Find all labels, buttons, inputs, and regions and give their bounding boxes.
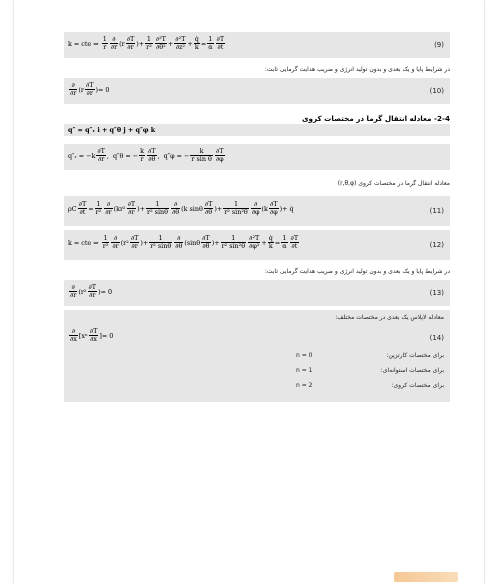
case-cartesian-label: برای مختصات کارتزین: <box>386 352 444 359</box>
equation-box-9 <box>64 32 450 58</box>
case-n-value: n = 1 <box>296 367 313 374</box>
steady-condition-text-2: در شرایط پایا و یک بعدی و بدون تولید انرژی و ضریب هدایت گرمایی ثابت: <box>264 268 450 275</box>
equation-box-14 <box>64 310 450 402</box>
flux-vector-box <box>64 124 450 136</box>
heat-flux-vector: q″ = q″ᵣ i + q″θ j + q″φ k <box>68 126 156 134</box>
spherical-laplace-1d: $\frac{\partial}{\partial r}$ (r² $\frac{\partial T}{\partial r}$ ) = 0 <box>70 283 113 299</box>
flux-components-box <box>64 144 450 170</box>
equation-number: (11) <box>429 207 444 215</box>
spherical-heat-equation: ρC $\frac{\partial T}{\partial t}$ = $\frac{1}{\text{r²}}$ $\frac{\partial}{\partial r}$ (kr² $\frac{\partial T}{\partial r}$ )+ $\frac{1}{\text{r² sinθ}}$ $\frac{\partial}{\partial\theta}$ (k sinθ $\frac{\partial T}{\partial\theta}$ )+ $\frac{1}{\text{r² sin²θ}}$ $\frac{\partial}{\partial\varphi}$ (k $\frac{\partial T}{\partial\varphi}$ ) + q̇ <box>68 200 294 216</box>
spherical-flux-components: q″ᵣ = −k $\frac{\partial T}{\partial r}$ , q″θ = − $\frac{k}{r}$ $\frac{\partial T}{\partial\theta}$ , q″φ = − $\frac{k}{\text{r sin θ}}$ $\frac{\partial T}{\partial\varphi}$ <box>68 147 224 163</box>
cylindrical-heat-equation-const-k: k = cte ⇒ $\frac{1}{r}$ $\frac{\partial}{\partial r}$ (r $\frac{\partial T}{\partial r}$ )+ $\frac{1}{\text{r²}}$ $\frac{\text{∂²T}}{\text{∂θ²}}$ + $\frac{\text{∂²T}}{\text{∂z²}}$ + $\frac{q̇}{k}$ = $\frac{1}{\alpha}$ $\frac{\partial T}{\partial t}$ <box>68 35 225 51</box>
equation-box-12 <box>64 230 450 260</box>
case-spherical-label: برای مختصات کروی: <box>391 382 444 389</box>
equation-box-10 <box>64 78 450 104</box>
case-cylindrical-label: برای مختصات استوانه‌ای: <box>380 367 444 374</box>
case-n-value: n = 0 <box>296 352 313 359</box>
equation-number: (13) <box>429 289 444 297</box>
equation-box-11 <box>64 196 450 226</box>
section-heading: 2-4- معادله انتقال گرما در مختصات کروی <box>301 114 450 123</box>
generalized-laplace-1d: $\frac{\partial}{\partial x}$ [xⁿ $\frac{\partial T}{\partial x}$ ] = 0 <box>70 327 114 343</box>
equation-number: (9) <box>434 41 444 49</box>
document-page <box>14 0 484 584</box>
laplace-intro-text: معادله لاپلاس یک بعدی در مختصات مختلف: <box>335 314 444 321</box>
spherical-intro-text: معادله انتقال گرما در مختصات کروی (r,θ,φ) <box>337 180 450 187</box>
case-n-value: n = 2 <box>296 382 313 389</box>
steady-condition-text: در شرایط پایا و یک بعدی و بدون تولید انرژی و ضریب هدایت گرمایی ثابت: <box>264 66 450 73</box>
watermark-logo <box>394 572 458 582</box>
cylindrical-laplace-1d: $\frac{\partial}{\partial r}$ (r $\frac{\partial T}{\partial r}$ ) = 0 <box>70 81 110 97</box>
equation-number: (14) <box>429 334 444 342</box>
equation-box-13 <box>64 280 450 306</box>
equation-number: (12) <box>429 241 444 249</box>
spherical-heat-equation-const-k: k = cte ⇒ $\frac{1}{\text{r²}}$ $\frac{\partial}{\partial r}$ (r² $\frac{\partial T}{\partial r}$ )+ $\frac{1}{\text{r² sinθ}}$ $\frac{\partial}{\partial\theta}$ (sinθ $\frac{\partial T}{\partial\theta}$ )+ $\frac{1}{\text{r² sin²θ}}$ $\frac{\text{∂²T}}{\text{∂φ²}}$ + $\frac{q̇}{k}$ = $\frac{1}{\alpha}$ $\frac{\partial T}{\partial t}$ <box>68 234 299 250</box>
equation-number: (10) <box>429 87 444 95</box>
